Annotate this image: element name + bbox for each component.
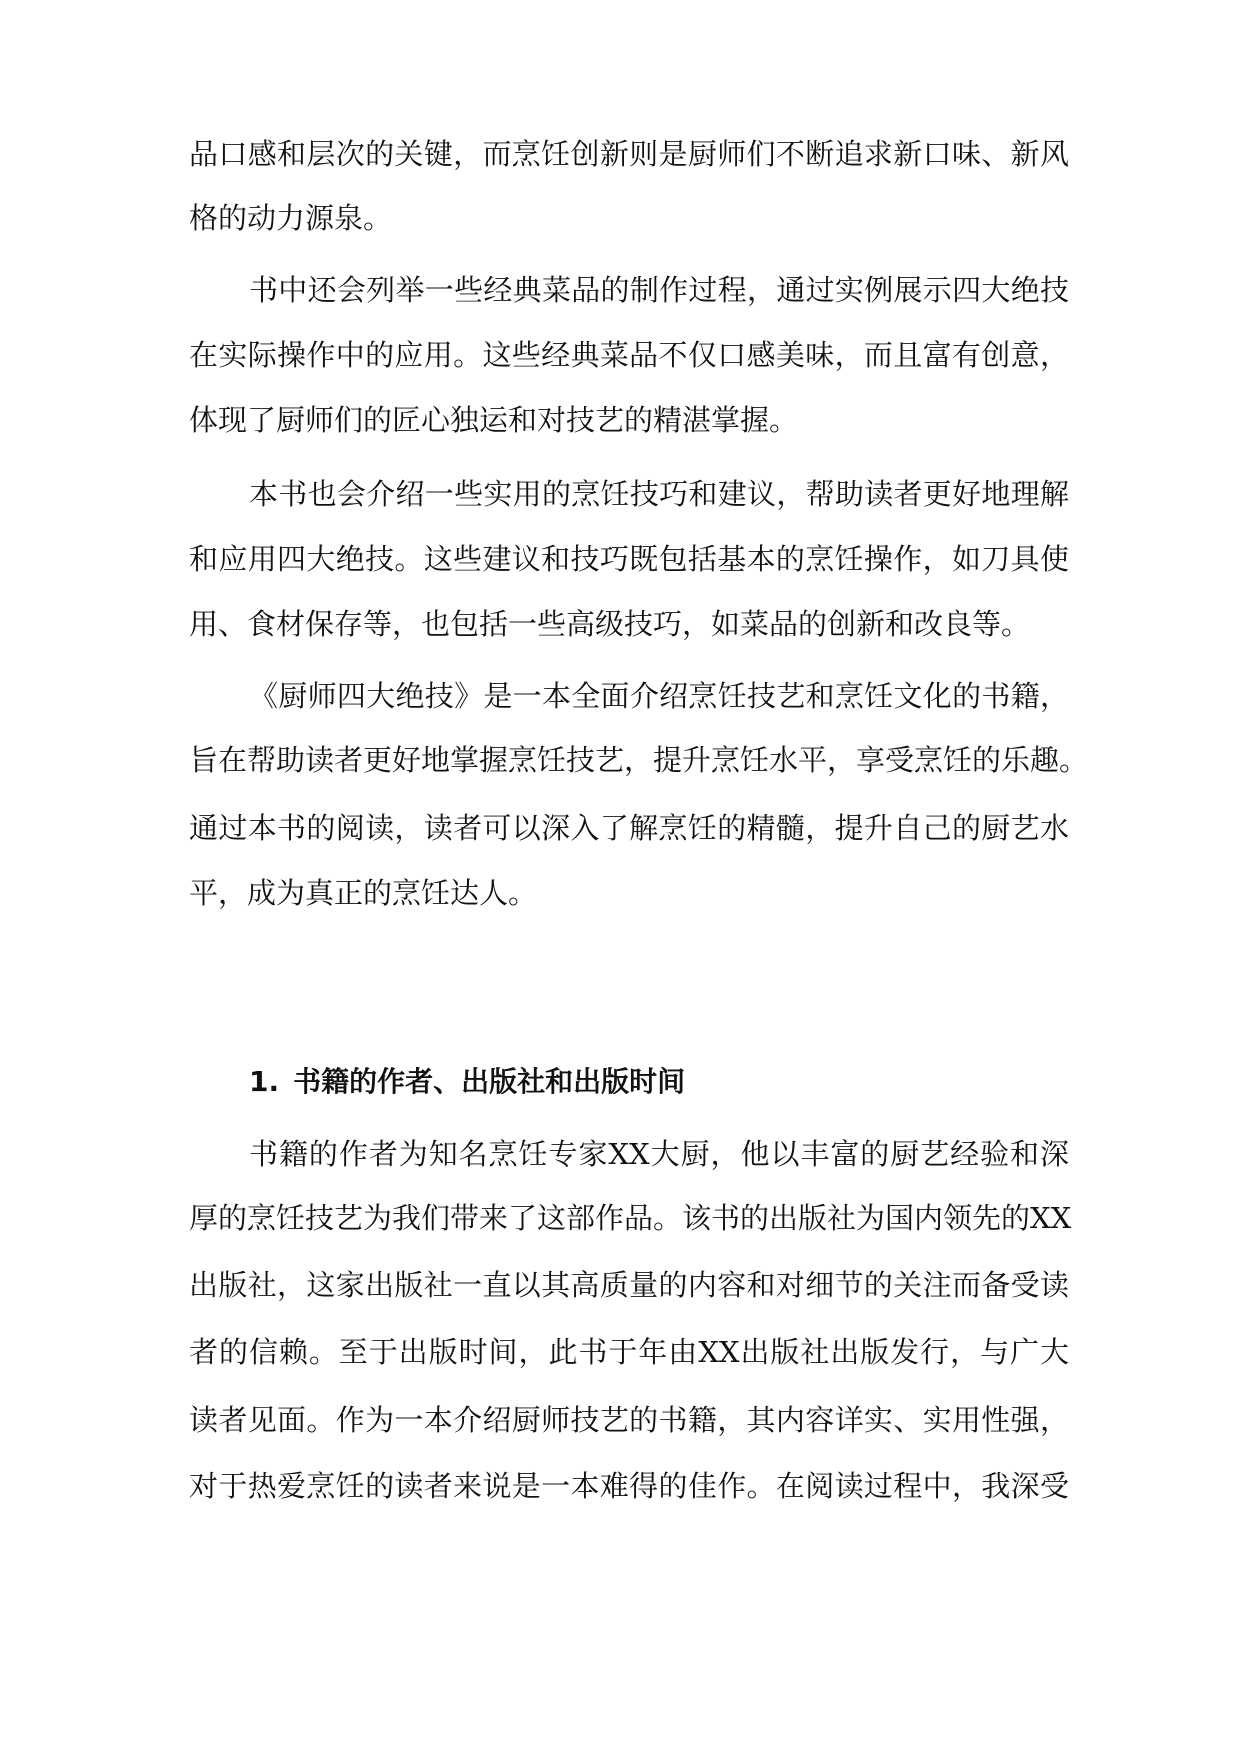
paragraph-line: 用、食材保存等，也包括一些高级技巧，如菜品的创新和改良等。	[189, 607, 1031, 641]
paragraph-line: 本书也会介绍一些实用的烹饪技巧和建议，帮助读者更好地理解	[249, 477, 1069, 511]
paragraph-line: 格的动力源泉。	[189, 201, 393, 235]
paragraph-line: 品口感和层次的关键，而烹饪创新则是厨师们不断追求新口味、新风	[189, 137, 1069, 171]
paragraph-line: 平，成为真正的烹饪达人。	[189, 876, 538, 910]
paragraph-line: 厚的烹饪技艺为我们带来了这部作品。该书的出版社为国内领先的XX	[189, 1201, 1072, 1235]
section-title: 书籍的作者、出版社和出版时间	[293, 1065, 686, 1098]
section-number: 1.	[249, 1065, 280, 1098]
paragraph-line: 书籍的作者为知名烹饪专家XX大厨，他以丰富的厨艺经验和深	[249, 1137, 1069, 1171]
paragraph-line: 旨在帮助读者更好地掌握烹饪技艺，提升烹饪水平，享受烹饪的乐趣。	[189, 743, 1089, 777]
section-heading	[249, 1062, 685, 1102]
paragraph-line: 《厨师四大绝技》是一本全面介绍烹饪技艺和烹饪文化的书籍，	[249, 679, 1069, 713]
paragraph-line: 者的信赖。至于出版时间，此书于年由XX出版社出版发行，与广大	[189, 1335, 1069, 1369]
paragraph-line: 出版社，这家出版社一直以其高质量的内容和对细节的关注而备受读	[189, 1268, 1069, 1302]
paragraph-line: 书中还会列举一些经典菜品的制作过程，通过实例展示四大绝技	[249, 273, 1069, 307]
paragraph-line: 和应用四大绝技。这些建议和技巧既包括基本的烹饪操作，如刀具使	[189, 542, 1069, 576]
paragraph-line: 在实际操作中的应用。这些经典菜品不仅口感美味，而且富有创意，	[189, 338, 1069, 372]
paragraph-line: 通过本书的阅读，读者可以深入了解烹饪的精髓，提升自己的厨艺水	[189, 811, 1069, 845]
paragraph-line: 对于热爱烹饪的读者来说是一本难得的佳作。在阅读过程中，我深受	[189, 1469, 1069, 1503]
paragraph-line: 读者见面。作为一本介绍厨师技艺的书籍，其内容详实、实用性强，	[189, 1403, 1069, 1437]
paragraph-line: 体现了厨师们的匠心独运和对技艺的精湛掌握。	[189, 403, 799, 437]
